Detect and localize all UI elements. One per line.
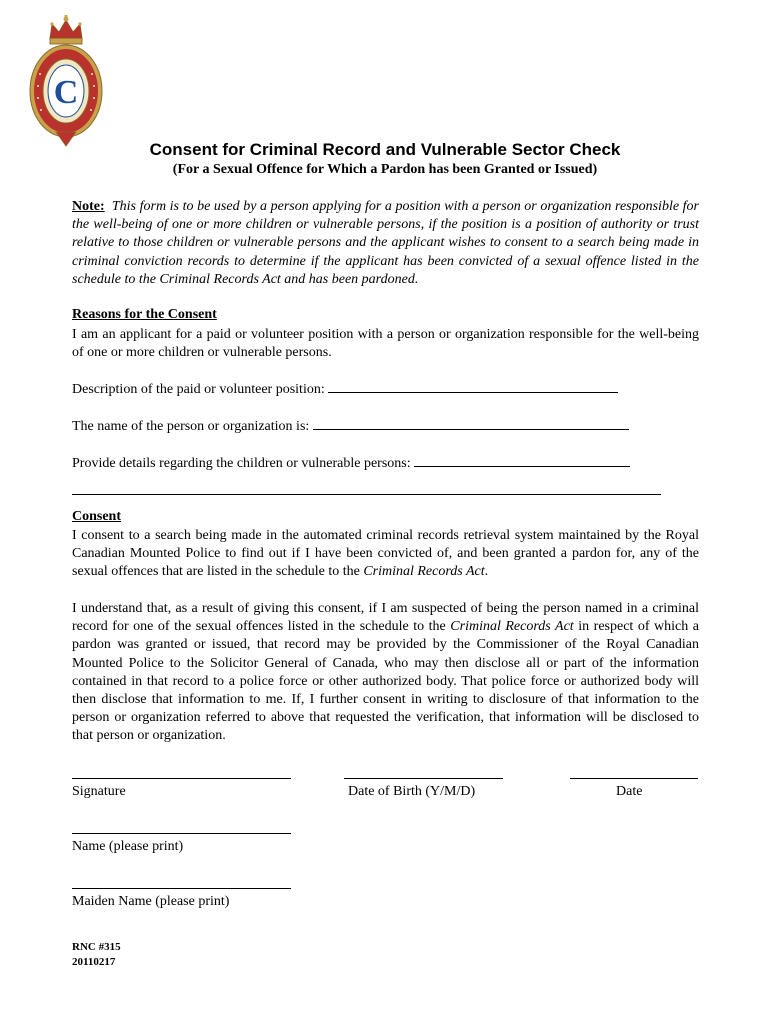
- organization-input[interactable]: [313, 417, 629, 430]
- consent-heading: Consent: [72, 509, 122, 524]
- name-label: Name (please print): [72, 839, 184, 854]
- position-input[interactable]: [328, 380, 618, 393]
- consent-paragraph-1: I consent to a search being made in the automated criminal records retrieval system maintained by the Royal Canadian Mounted Police to find out if I have been convicted of, and been granted a pardon for, any of the sexual offences that are listed in the schedule to the Criminal Records Act.: [72, 528, 699, 580]
- organization-label: The name of the person or organization is:: [72, 419, 310, 434]
- maiden-name-label: Maiden Name (please print): [72, 894, 230, 909]
- rcmp-crest-icon: [26, 14, 106, 148]
- note-label: Note:: [72, 199, 105, 214]
- position-field: [72, 380, 618, 398]
- signature-label: Signature: [72, 784, 126, 799]
- dob-label: Date of Birth (Y/M/D): [348, 784, 476, 799]
- form-code: [72, 940, 121, 970]
- dob-line[interactable]: [344, 778, 503, 779]
- details-field: [72, 454, 630, 472]
- svg-text:C: C: [53, 74, 79, 111]
- organization-field: [72, 417, 629, 435]
- form-revision: 20110217: [72, 956, 116, 968]
- maiden-name-line[interactable]: [72, 888, 291, 889]
- page-subtitle: (For a Sexual Offence for Which a Pardon has been Granted or Issued): [172, 162, 598, 177]
- reasons-heading: Reasons for the Consent: [72, 307, 217, 322]
- crown-icon: [50, 15, 82, 44]
- note-paragraph: [72, 198, 699, 289]
- name-line[interactable]: [72, 833, 291, 834]
- details-label: Provide details regarding the children or vulnerable persons:: [72, 456, 411, 471]
- details-input-line-2[interactable]: [72, 494, 661, 495]
- consent-paragraph-2: I understand that, as a result of giving this consent, if I am suspected of being the person named in a criminal record for one of the sexual offences listed in the schedule to the Criminal Records Act in respect of which a pardon was granted or issued, that record may be provided by the Commissioner of the Royal Canadian Mounted Police to the Solicitor General of Canada, who may then disclose all or part of the information contained in that record to a police force or other authorized body. That police force or authorized body will then disclose that information to me. If, I further consent in writing to disclosure of that information to the person or organization referred to above that requested the verification, that information will be disclosed to that person or organization.: [72, 601, 700, 744]
- date-line[interactable]: [570, 778, 698, 779]
- signature-line[interactable]: [72, 778, 291, 779]
- page-title: Consent for Criminal Record and Vulnerable Sector Check: [149, 140, 621, 159]
- form-number: RNC #315: [72, 941, 121, 953]
- reasons-text: I am an applicant for a paid or volunteer position with a person or organization responsible for the well-being of one or more children or vulnerable persons.: [72, 327, 699, 361]
- note-text: This form is to be used by a person applying for a position with a person or organization responsible for the well-being of one or more children or vulnerable persons, if the position is a position of authority or trust relative to those children or vulnerable persons and the applicant wishes to consent to a search being made in criminal conviction records to determine if the applicant has been convicted of a sexual offence listed in the schedule to the Criminal Records Act and has been pardoned.: [72, 199, 699, 287]
- date-label: Date: [616, 784, 643, 799]
- position-label: Description of the paid or volunteer position:: [72, 382, 325, 397]
- details-input[interactable]: [414, 454, 630, 467]
